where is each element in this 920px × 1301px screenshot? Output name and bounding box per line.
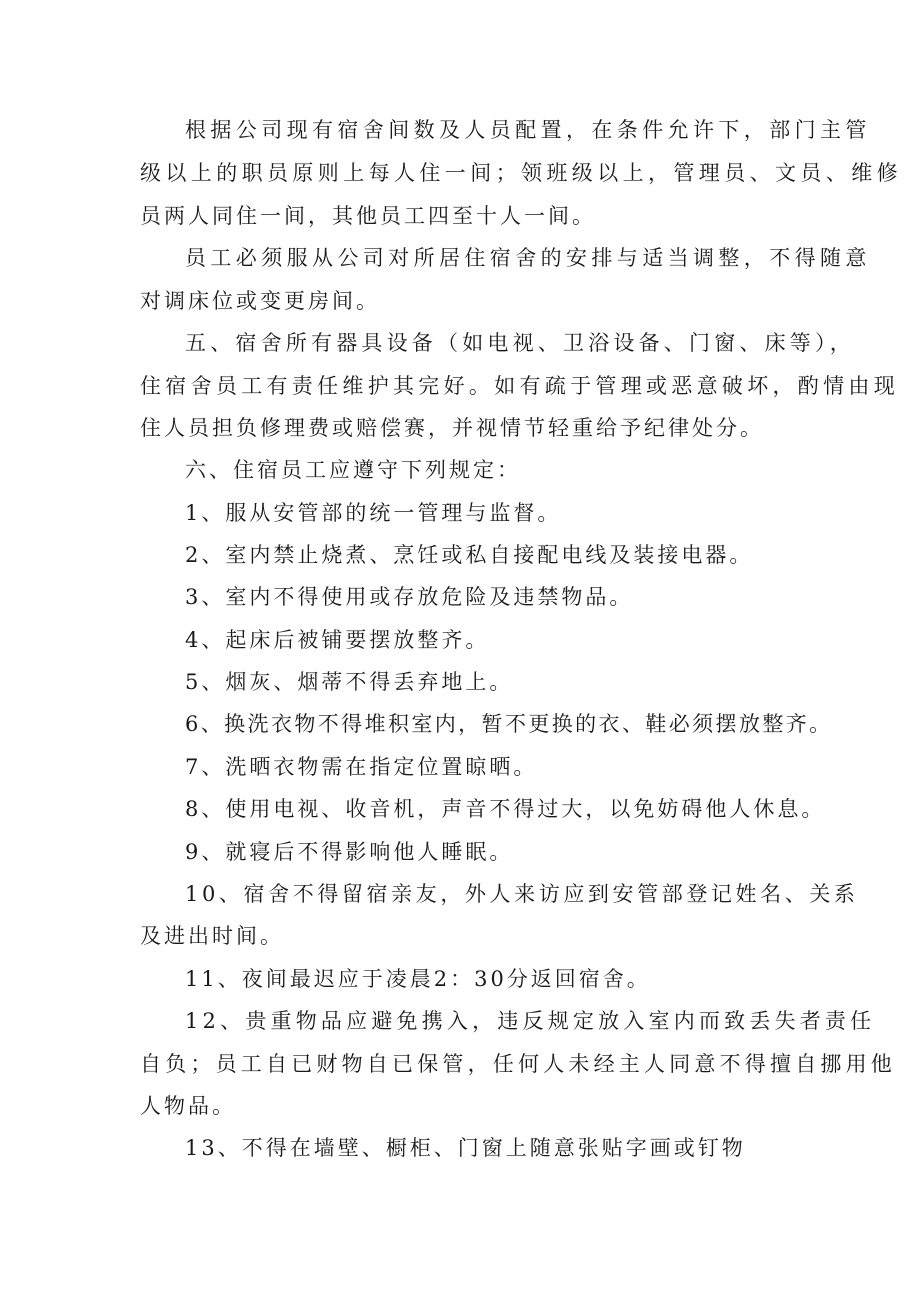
rule-item-continued: 及进出时间。 (140, 924, 284, 948)
text-line: 对调床位或变更房间。 (140, 289, 380, 313)
text-line: 住宿舍员工有责任维护其完好。如有疏于管理或恶意破坏，酌情由现 (140, 374, 899, 398)
rule-item: 11、夜间最迟应于凌晨2：30分返回宿舍。 (185, 967, 651, 991)
rule-item: 6、换洗衣物不得堆积室内，暂不更换的衣、鞋必须摆放整齐。 (185, 712, 833, 736)
rule-item-continued: 人物品。 (140, 1094, 236, 1118)
rule-item: 4、起床后被铺要摆放整齐。 (185, 628, 490, 652)
section-heading: 六、住宿员工应遵守下列规定： (185, 458, 521, 482)
rule-item: 2、室内禁止烧煮、烹饪或私自接配电线及装接电器。 (185, 543, 754, 567)
text-line: 级以上的职员原则上每人住一间；领班级以上，管理员、文员、维修 (140, 161, 902, 185)
rule-item: 5、烟灰、烟蒂不得丢弃地上。 (185, 670, 514, 694)
rule-item: 13、不得在墙壁、橱柜、门窗上随意张贴字画或钉物 (185, 1136, 746, 1160)
rule-item: 7、洗晒衣物需在指定位置晾晒。 (185, 755, 538, 779)
rule-item: 1、服从安管部的统一管理与监督。 (185, 501, 562, 525)
rule-item: 9、就寝后不得影响他人睡眠。 (185, 840, 514, 864)
text-line: 员工必须服从公司对所居住宿舍的安排与适当调整，不得随意 (185, 246, 871, 270)
text-line: 根据公司现有宿舍间数及人员配置，在条件允许下，部门主管 (185, 118, 871, 142)
rule-item: 10、宿舍不得留宿亲友，外人来访应到安管部登记姓名、关系 (185, 882, 859, 906)
text-line: 住人员担负修理费或赔偿赛，并视情节轻重给予纪律处分。 (140, 416, 764, 440)
rule-item: 3、室内不得使用或存放危险及违禁物品。 (185, 585, 634, 609)
text-line: 员两人同住一间，其他员工四至十人一间。 (140, 204, 596, 228)
rule-item-continued: 自负；员工自已财物自已保管，任何人未经主人同意不得擅自挪用他 (140, 1052, 896, 1076)
text-line: 五、宿舍所有器具设备（如电视、卫浴设备、门窗、床等）， (185, 331, 855, 355)
rule-item: 8、使用电视、收音机，声音不得过大，以免妨碍他人休息。 (185, 797, 826, 821)
rule-item: 12、贵重物品应避免携入，违反规定放入室内而致丢失者责任 (185, 1009, 876, 1033)
